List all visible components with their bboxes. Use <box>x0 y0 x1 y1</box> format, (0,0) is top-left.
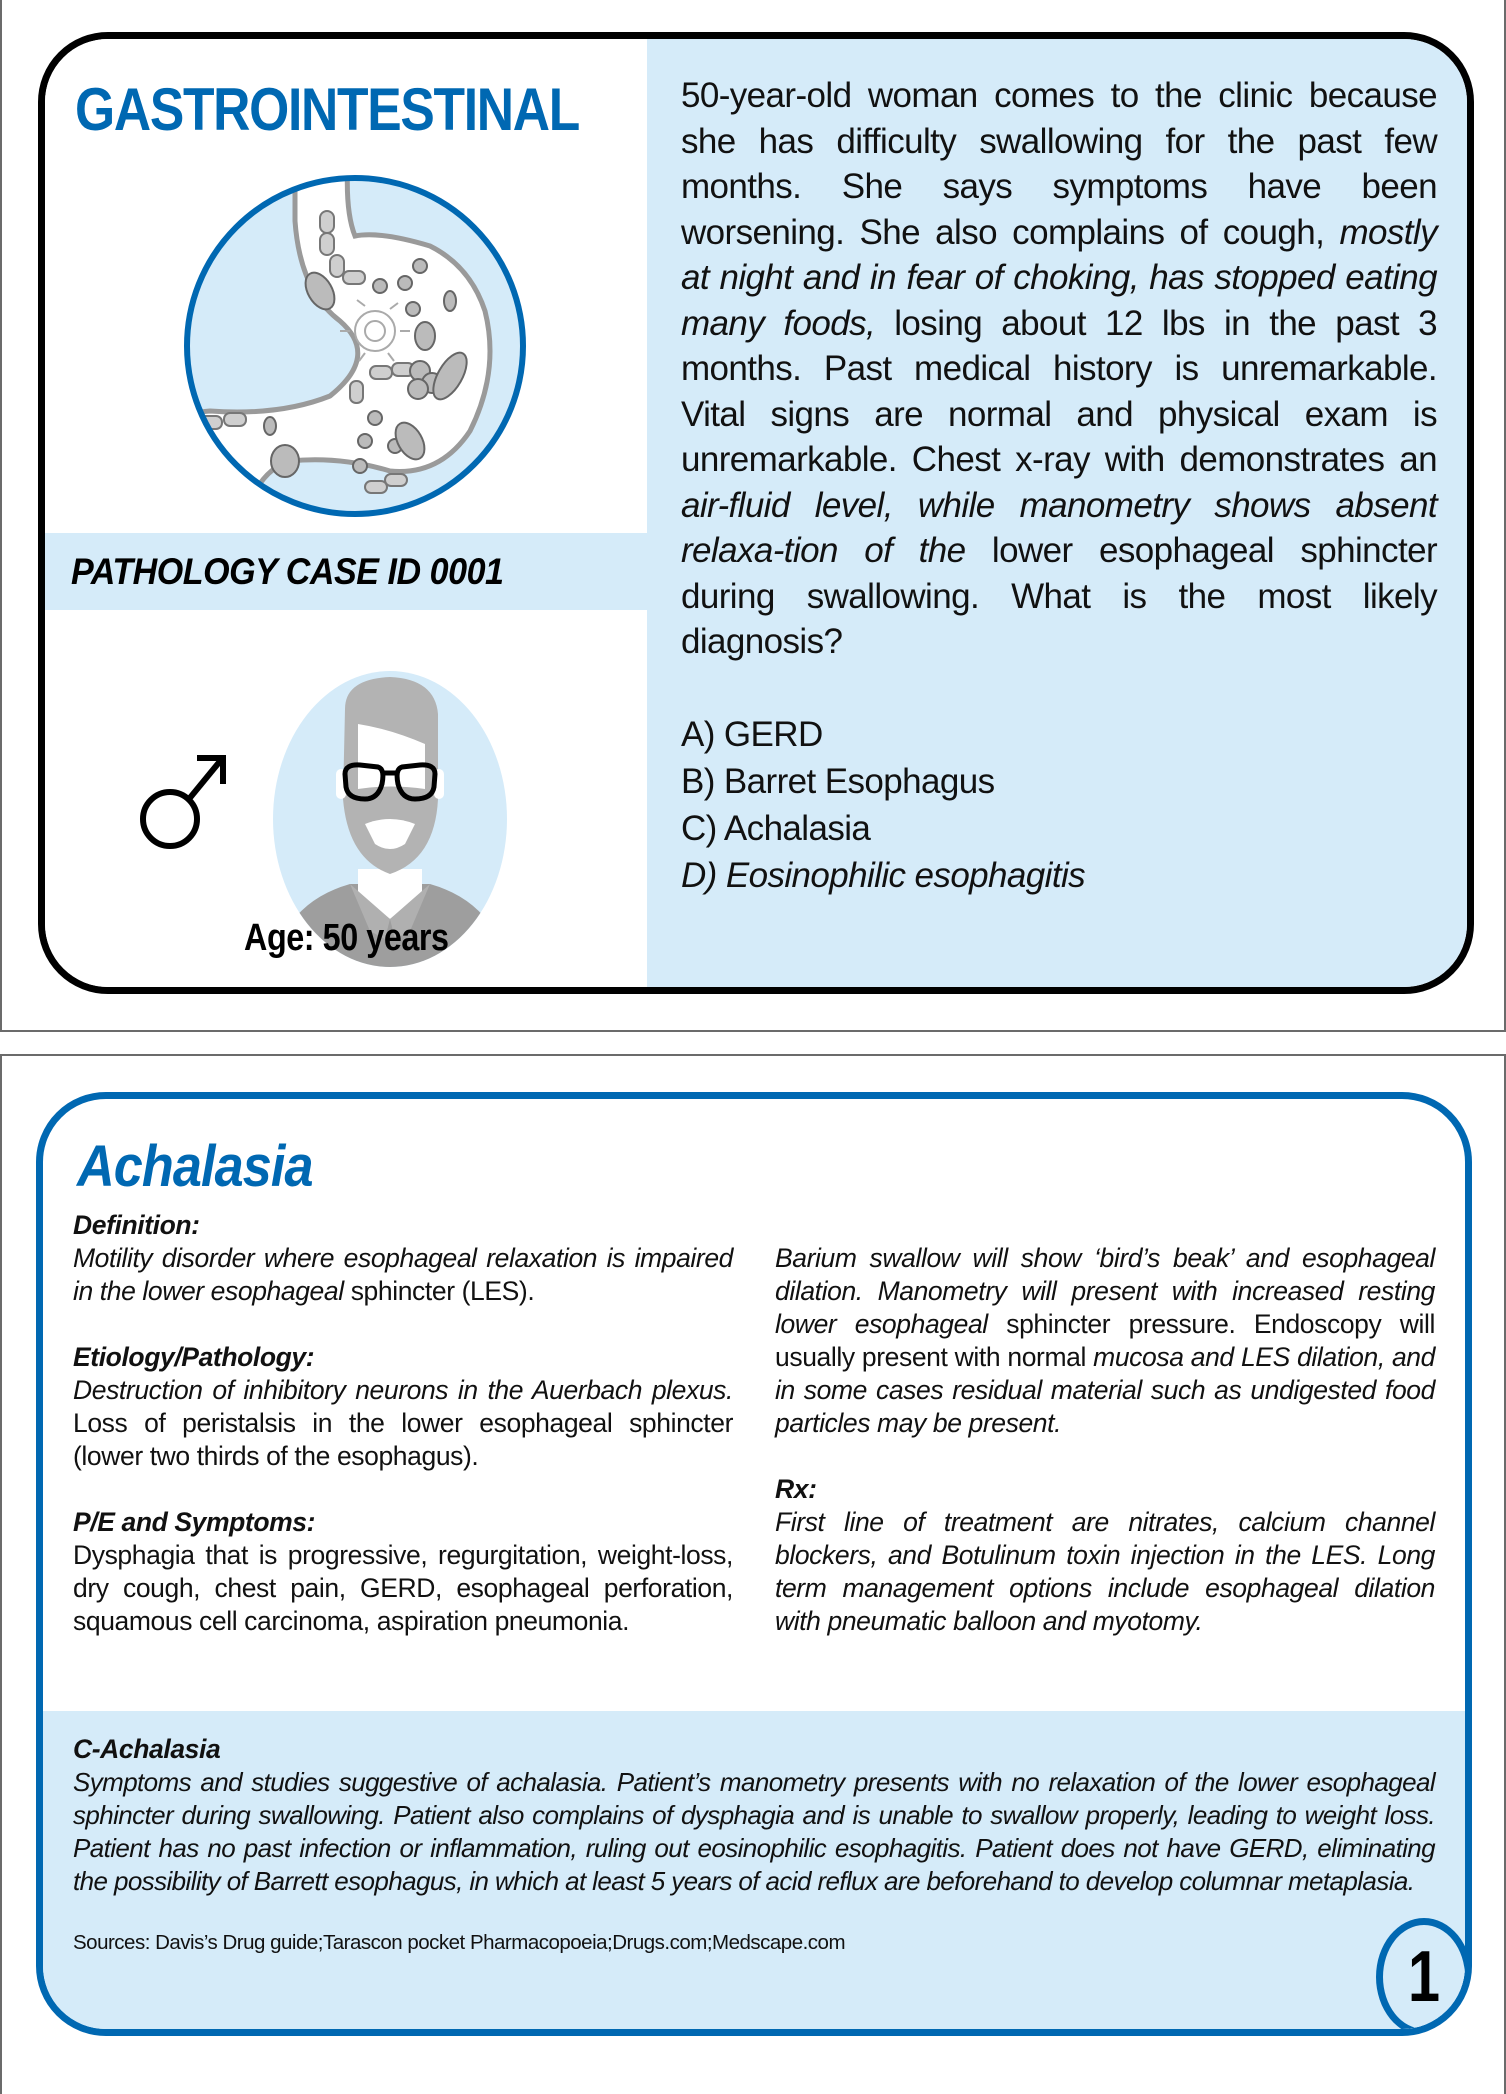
male-symbol-icon <box>137 744 233 854</box>
diagnostics-italic: Barium swallow will show ‘bird’s beak’ and esophageal dilation. Manometry will present with increased resting lower esophageal <box>775 1243 1435 1339</box>
vignette-emphasis: air-fluid level, while manometry shows absent relaxa-tion of the <box>681 485 1437 570</box>
sources: Sources: Davis’s Drug guide;Tarascon pocket Pharmacopoeia;Drugs.com;Medscape.com <box>73 1931 846 1954</box>
diagnostics-plain: sphincter pressure. Endoscopy will usually present with normal <box>775 1309 1435 1372</box>
etiology-plain: Loss of peristalsis in the lower esophageal sphincter (lower two thirds of the esophagus). <box>73 1408 733 1471</box>
diagnostics-italic: mucosa and LES dilation, and in some cases residual material such as undigested food particles may be present. <box>775 1342 1435 1438</box>
right-column <box>775 1209 1435 1671</box>
left-column <box>73 1209 733 1671</box>
definition-plain: sphincter (LES). <box>343 1276 535 1306</box>
symptoms-heading: P/E and Symptoms: <box>73 1507 316 1537</box>
category-title: GASTROINTESTINAL <box>75 76 579 143</box>
etiology-text <box>73 1374 733 1473</box>
vignette-part: lower esophageal sphincter during swallowing. What is the most likely diagnosis? <box>681 531 1437 661</box>
correct-answer: C-Achalasia <box>73 1734 221 1764</box>
definition-text <box>73 1242 733 1308</box>
option-b[interactable]: B) Barret Esophagus <box>681 761 995 801</box>
card-number: 1 <box>1407 1937 1441 2017</box>
diagnostics-text <box>775 1242 1435 1440</box>
answer-options <box>681 711 1437 899</box>
option-a[interactable]: A) GERD <box>681 714 823 754</box>
stomach-bacteria-icon <box>180 171 530 521</box>
card-number-badge <box>1376 1918 1472 2036</box>
disease-title: Achalasia <box>77 1134 313 1199</box>
case-id: PATHOLOGY CASE ID 0001 <box>71 550 504 592</box>
option-d[interactable]: D) Eosinophilic esophagitis <box>681 855 1086 895</box>
treatment-text: First line of treatment are nitrates, calcium channel blockers, and Botulinum toxin injection in the LES. Long term management options include esophageal dilation with pneumatic balloon and myotomy. <box>775 1507 1435 1636</box>
vignette-part: losing about 12 lbs in the past 3 months. Past medical history is unremarkable. Vital signs are normal and physical exam is unremarkable. Chest x-ray with demonstrates an <box>681 303 1437 479</box>
answer-card <box>36 1092 1472 2036</box>
answer-rationale: Symptoms and studies suggestive of achalasia. Patient’s manometry presents with no relaxation of the lower esophageal sphincter during swallowing. Patient also complains of dysphagia and is unable to swallow properly, leading to weight loss. Patient has no past infection or inflammation, ruling out eosinophilic esophagitis. Patient does not have GERD, eliminating the possibility of Barrett esophagus, in which at least 5 years of acid reflux are beforehand to develop columnar metaplasia. <box>73 1767 1435 1896</box>
option-c[interactable]: C) Achalasia <box>681 808 871 848</box>
vignette-emphasis: mostly at night and in fear of choking, has stopped eating many foods, <box>681 212 1437 343</box>
etiology-heading: Etiology/Pathology: <box>73 1342 315 1372</box>
definition-italic: Motility disorder where esophageal relaxation is impaired in the lower esophageal <box>73 1243 733 1306</box>
definition-heading: Definition: <box>73 1210 200 1240</box>
case-vignette <box>681 73 1437 665</box>
case-vignette-panel <box>647 39 1467 987</box>
treatment-heading: Rx: <box>775 1474 817 1504</box>
answer-explanation <box>43 1711 1465 2029</box>
patient-age <box>45 917 647 960</box>
diagnostics-spacer <box>775 1209 1435 1242</box>
patient-age-text: Age: 50 years <box>243 917 449 959</box>
question-sheet <box>0 0 1506 1032</box>
symptoms-text: Dysphagia that is progressive, regurgitation, weight-loss, dry cough, chest pain, GERD, esophageal perforation, squamous cell carcinoma, aspiration pneumonia. <box>73 1540 733 1636</box>
question-card <box>38 32 1474 994</box>
patient-panel <box>45 39 647 987</box>
etiology-italic: Destruction of inhibitory neurons in the Auerbach plexus. <box>73 1375 733 1405</box>
case-id-band <box>45 533 647 610</box>
vignette-part: 50-year-old woman comes to the clinic because she has difficulty swallowing for the past few months. She says symptoms have been worsening. She also complains of cough, <box>681 76 1437 252</box>
